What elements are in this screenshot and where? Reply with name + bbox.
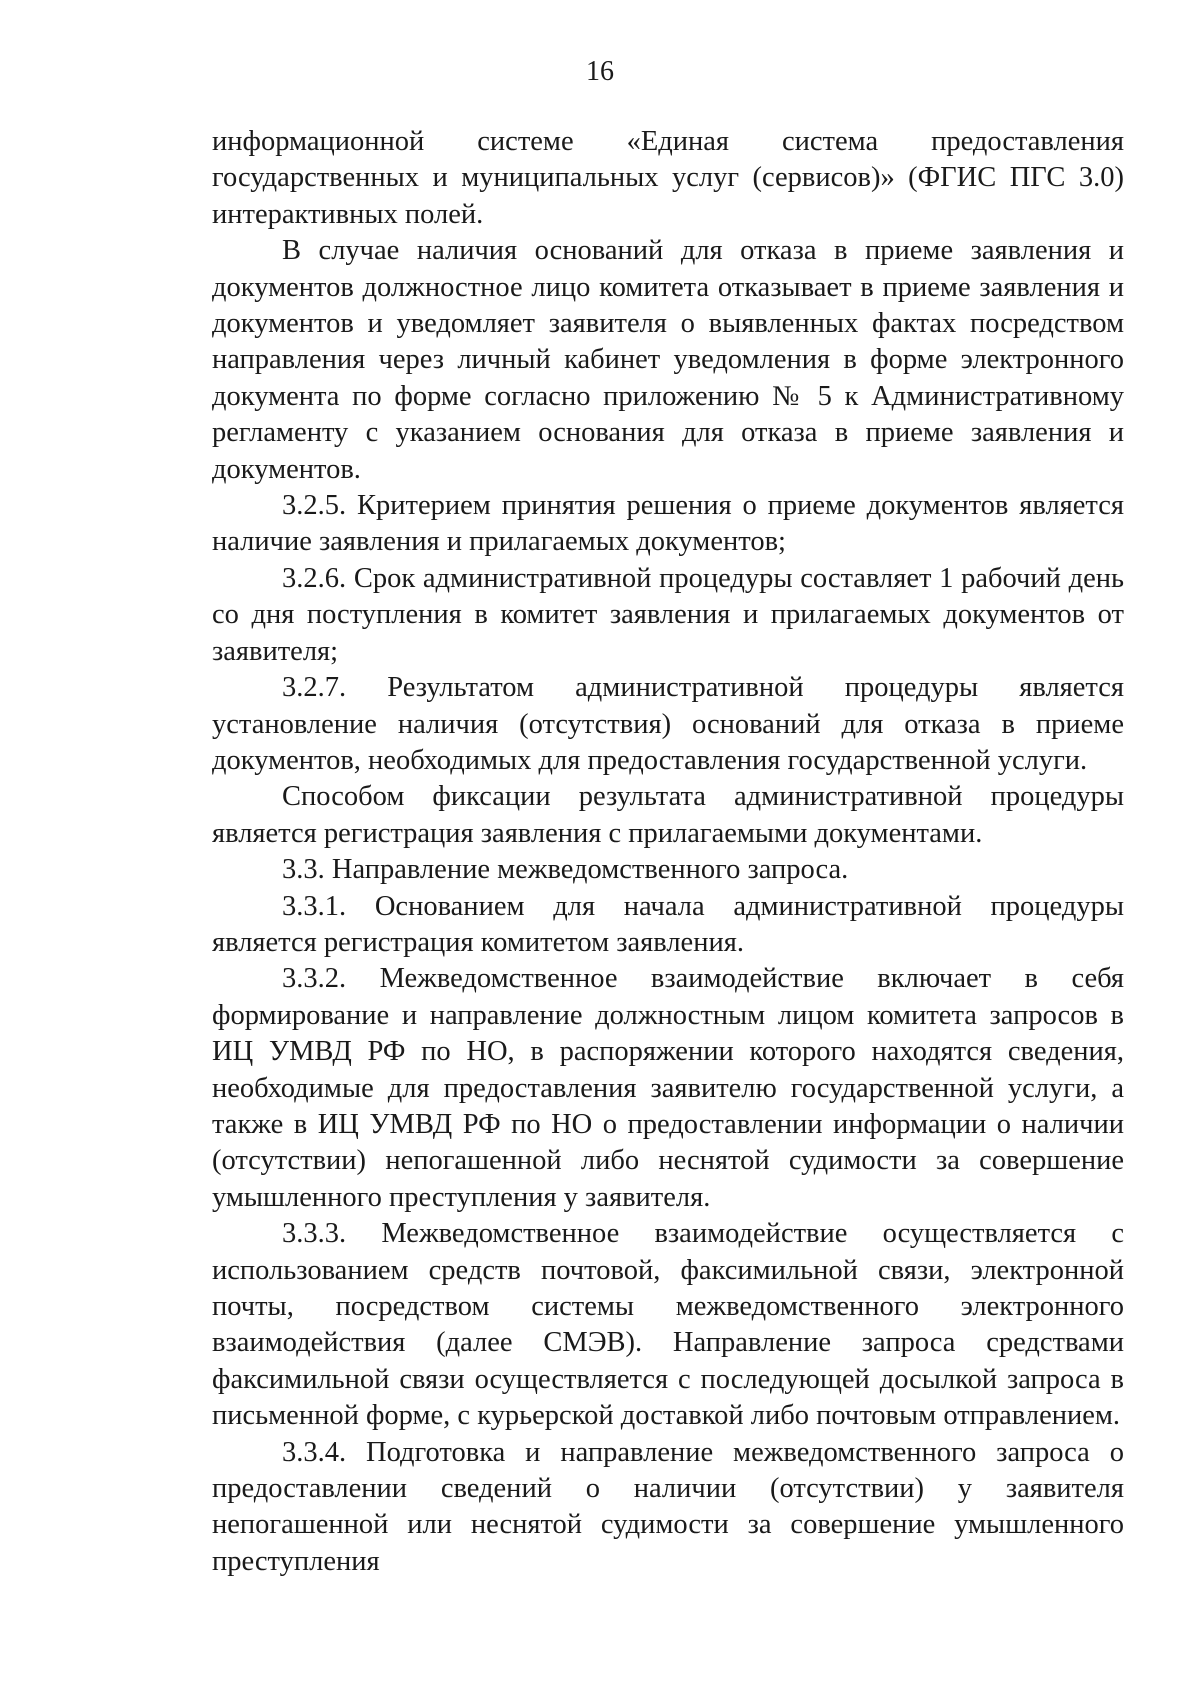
paragraph-3-3-1: 3.3.1. Основанием для начала административной процедуры является регистрация комитетом заявления. — [212, 890, 1124, 958]
paragraph-3-3-4: 3.3.4. Подготовка и направление межведомственного запроса о предоставлении сведений о наличии (отсутствии) у заявителя непогашенной или неснятой судимости за совершение умышленного преступления — [212, 1436, 1124, 1577]
paragraph-3-2-7: 3.2.7. Результатом административной процедуры является установление наличия (отсутствия) оснований для отказа в приеме документов, необходимых для предоставления государственной услуги. — [212, 672, 1124, 776]
paragraph-refusal-grounds: В случае наличия оснований для отказа в приеме заявления и документов должностное лицо комитета отказывает в приеме заявления и документов и уведомляет заявителя о выявленных фактах посредством направления через личный кабинет уведомления в форме электронного документа по форме согласно приложению № 5 к Административному регламенту с указанием основания для отказа в приеме заявления и документов. — [212, 235, 1124, 485]
paragraph-3-3-heading: 3.3. Направление межведомственного запроса. — [282, 854, 849, 886]
paragraph-3-3-2: 3.3.2. Межведомственное взаимодействие включает в себя формирование и направление должностным лицом комитета запросов в ИЦ УМВД РФ по НО, в распоряжении которого находятся сведения, необходимые для предоставления заявителю государственной услуги, а также в ИЦ УМВД РФ по НО о предоставлении информации о наличии (отсутствии) непогашенной либо неснятой судимости за совершение умышленного преступления у заявителя. — [212, 963, 1124, 1213]
paragraph-fixation-method: Способом фиксации результата административной процедуры является регистрация заявления с прилагаемыми документами. — [212, 781, 1124, 849]
paragraph-continuation: информационной системе «Единая система предоставления государственных и муниципальных услуг (сервисов)» (ФГИС ПГС 3.0) интерактивных полей. — [212, 126, 1124, 230]
paragraph-3-2-6: 3.2.6. Срок административной процедуры составляет 1 рабочий день со дня поступления в комитет заявления и прилагаемых документов от заявителя; — [212, 562, 1124, 667]
page-number: 16 — [586, 56, 614, 87]
document-body — [212, 124, 1124, 1580]
paragraph-3-2-5: 3.2.5. Критерием принятия решения о приеме документов является наличие заявления и прилагаемых документов; — [212, 490, 1124, 558]
paragraph-3-3-3: 3.3.3. Межведомственное взаимодействие осуществляется с использованием средств почтовой, факсимильной связи, электронной почты, посредством системы межведомственного электронного взаимодействия (далее СМЭВ). Направление запроса средствами факсимильной связи осуществляется с последующей досылкой запроса в письменной форме, с курьерской доставкой либо почтовым отправлением. — [212, 1218, 1124, 1432]
